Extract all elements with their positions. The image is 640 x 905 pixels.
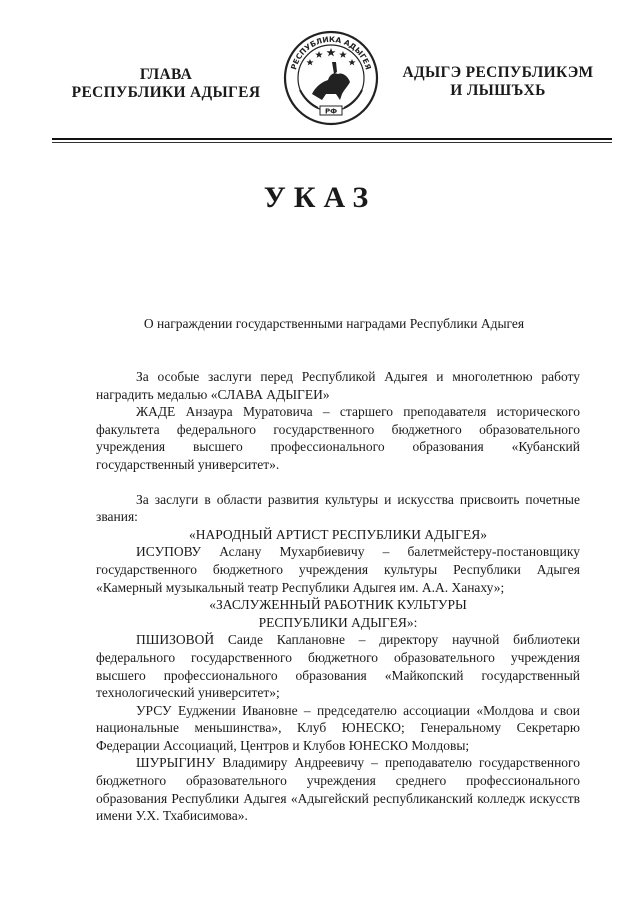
header-left-line-1: ГЛАВА bbox=[139, 66, 193, 83]
decree-paragraph: ПШИЗОВОЙ Саиде Каплановне – директору научной библиотеки федерального государственного бюджетного образовательного учреждения высшего профессионального образования «Майкопский государственный технологический университет»; bbox=[96, 632, 580, 701]
header-divider-thin bbox=[52, 142, 612, 143]
emblem-ring-text: РЕСПУБЛИКА АДЫГЕЯ bbox=[289, 34, 373, 71]
decree-paragraph: За особые заслуги перед Республикой Адыгея и многолетнюю работу наградить медалью «СЛАВА АДЫГЕИ» bbox=[96, 369, 580, 402]
paragraph-gap bbox=[96, 474, 580, 491]
award-title-line: «ЗАСЛУЖЕННЫЙ РАБОТНИК КУЛЬТУРЫ bbox=[209, 597, 467, 613]
document-body bbox=[96, 368, 580, 825]
header-left-title bbox=[50, 66, 282, 102]
header-left-line-2: РЕСПУБЛИКИ АДЫГЕЯ bbox=[71, 84, 261, 101]
decree-paragraph: За заслуги в области развития культуры и искусства присвоить почетные звания: bbox=[96, 491, 580, 525]
header-right-title bbox=[388, 64, 608, 100]
header-right-line-2: И ЛЫШЪХЬ bbox=[450, 82, 546, 99]
decree-paragraph: ЖАДЕ Анзаура Муратовича – старшего преподавателя исторического факультета федерального государственного бюджетного образовательного учреждения высшего профессионального образования «Кубанский государственный университет». bbox=[96, 404, 580, 472]
header-divider-thick bbox=[52, 138, 612, 140]
document-subject: О награждении государственными наградами Республики Адыгея bbox=[143, 316, 525, 331]
decree-paragraph: ИСУПОВУ Аслану Мухарбиевичу – балетмейстеру-постановщику государственного бюджетного учреждения культуры Республики Адыгея «Камерный музыкальный театр Республики Адыгея им. А.А. Ханаху»; bbox=[96, 544, 580, 595]
award-title-line: РЕСПУБЛИКИ АДЫГЕЯ»: bbox=[258, 614, 418, 630]
document-title: УКАЗ bbox=[263, 181, 377, 214]
header-right-line-1: АДЫГЭ РЕСПУБЛИКЭМ bbox=[402, 64, 594, 81]
decree-paragraph: ШУРЫГИНУ Владимиру Андреевичу – преподавателю государственного бюджетного образовательного учреждения среднего профессионального образования Республики Адыгея «Адыгейский республиканский колледж искусств имени У.Х. Тхабисимова». bbox=[96, 755, 580, 824]
emblem-ribbon-text: РФ bbox=[324, 107, 338, 116]
coat-of-arms-of-adygea-icon bbox=[278, 28, 384, 128]
award-title-line: «НАРОДНЫЙ АРТИСТ РЕСПУБЛИКИ АДЫГЕЯ» bbox=[189, 526, 487, 542]
decree-paragraph: УРСУ Еуджении Ивановне – председателю ассоциации «Молдова и свои национальные меньшинства», Клуб ЮНЕСКО; Генеральному Секретарю Федерации Ассоциаций, Центров и Клубов ЮНЕСКО Молдовы; bbox=[96, 702, 580, 753]
